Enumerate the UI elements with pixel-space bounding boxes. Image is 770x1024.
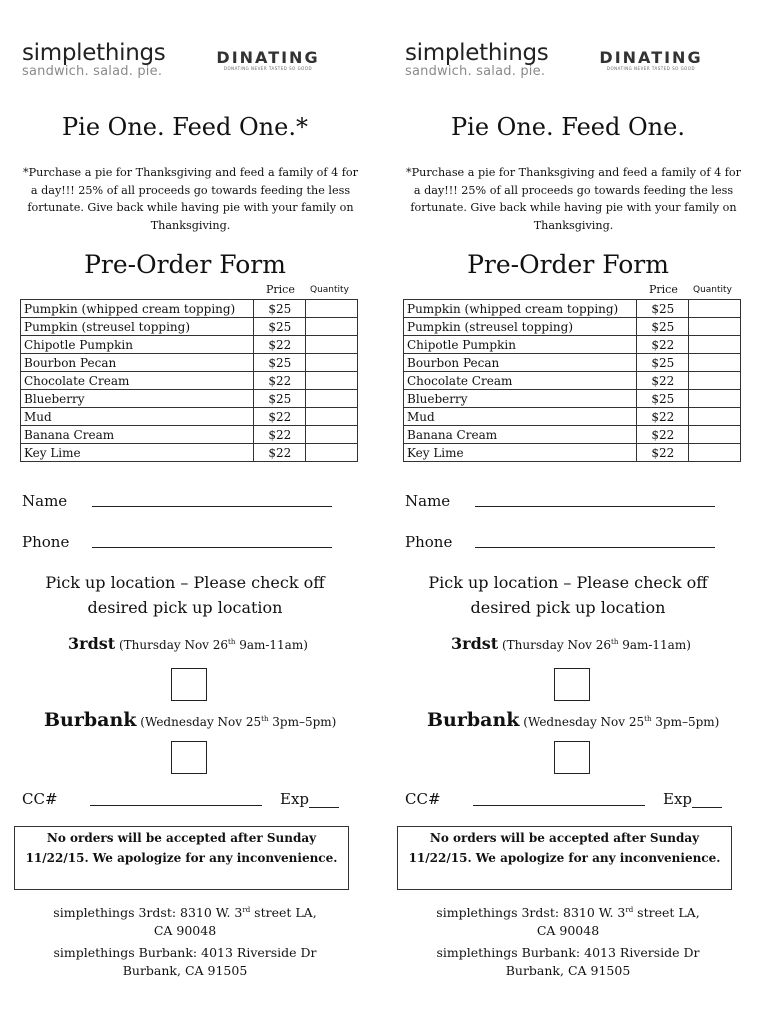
table-row [21, 426, 358, 444]
pickup-instructions [393, 570, 743, 620]
name-label: Name [22, 492, 68, 510]
quantity-cell[interactable] [689, 354, 741, 372]
phone-field [405, 533, 452, 551]
pie-name: Chocolate Cream [404, 372, 637, 390]
pickup-option-burbank [427, 709, 719, 731]
location-name: 3rdst [68, 634, 116, 653]
pickup-instructions [10, 570, 360, 620]
quantity-cell[interactable] [689, 318, 741, 336]
cc-input-line[interactable] [90, 805, 262, 806]
table-row [21, 390, 358, 408]
address-3rdst-line1 [403, 902, 733, 922]
table-row [404, 318, 741, 336]
location-detail-pre: (Wednesday Nov 25 [523, 715, 645, 729]
brand-name: simplethings [22, 40, 166, 66]
intro-text: *Purchase a pie for Thanksgiving and feed a family of 4 for a day!!! 25% of all proceeds go towards feeding the less fortunate. Give back while having pie with your family on Thanksgiving. [406, 166, 741, 232]
exp-label: Exp [280, 790, 310, 808]
phone-input-line[interactable] [475, 547, 715, 548]
pickup-option-3rdst [68, 634, 308, 653]
form-title: Pre-Order Form [84, 250, 286, 279]
address-3rdst [403, 902, 733, 939]
table-row [21, 300, 358, 318]
address-3rdst-sup: rd [242, 906, 251, 914]
table-row [404, 408, 741, 426]
brand-block [22, 40, 165, 79]
partner-logo-text: DINATING [599, 48, 703, 67]
address-3rdst-pre: simplethings 3rdst: 8310 W. 3 [53, 905, 243, 921]
quantity-cell[interactable] [689, 372, 741, 390]
table-row [21, 372, 358, 390]
pie-price: $22 [254, 444, 306, 462]
pie-name: Pumpkin (whipped cream topping) [21, 300, 254, 318]
pickup-line-1: Pick up location – Please check off [45, 573, 325, 592]
address-3rdst [20, 902, 350, 939]
headline: Pie One. Feed One.* [62, 113, 308, 141]
table-row [21, 354, 358, 372]
cc-label: CC# [22, 790, 58, 808]
pickup-line-1: Pick up location – Please check off [428, 573, 708, 592]
pie-name: Pumpkin (streusel topping) [404, 318, 637, 336]
name-field [405, 492, 450, 510]
pie-price: $25 [637, 300, 689, 318]
table-row [404, 354, 741, 372]
price-header: Price [649, 283, 678, 296]
partner-logo [197, 50, 339, 71]
cc-input-line[interactable] [473, 805, 645, 806]
partner-logo-text: DINATING [216, 48, 320, 67]
pie-menu-table [403, 299, 741, 462]
pickup-option-3rdst [451, 634, 691, 653]
pie-name: Mud [404, 408, 637, 426]
address-3rdst-line2: CA 90048 [153, 922, 217, 938]
brand-block [405, 40, 548, 79]
quantity-cell[interactable] [306, 444, 358, 462]
pie-price: $25 [637, 318, 689, 336]
location-detail-pre: (Thursday Nov 26 [118, 638, 229, 652]
pie-name: Banana Cream [21, 426, 254, 444]
quantity-cell[interactable] [306, 336, 358, 354]
pickup-line-2: desired pick up location [87, 598, 283, 617]
table-row [21, 318, 358, 336]
brand-tagline: sandwich. salad. pie. [22, 64, 163, 79]
form-title: Pre-Order Form [467, 250, 669, 279]
address-3rdst-line2: CA 90048 [536, 922, 600, 938]
pie-name: Chipotle Pumpkin [404, 336, 637, 354]
quantity-cell[interactable] [689, 444, 741, 462]
location-detail-sup: th [644, 715, 652, 723]
name-input-line[interactable] [92, 506, 332, 507]
pie-name: Mud [21, 408, 254, 426]
credit-card-field [22, 790, 362, 808]
exp-label: Exp [663, 790, 693, 808]
pie-name: Bourbon Pecan [404, 354, 637, 372]
quantity-cell[interactable] [689, 336, 741, 354]
exp-input-line[interactable] [692, 793, 722, 808]
pie-price: $22 [637, 444, 689, 462]
name-label: Name [405, 492, 451, 510]
exp-field [280, 790, 339, 808]
address-burbank-line1: simplethings Burbank: 4013 Riverside Dr [436, 945, 700, 960]
quantity-cell[interactable] [689, 300, 741, 318]
quantity-cell[interactable] [306, 408, 358, 426]
pie-name: Chocolate Cream [21, 372, 254, 390]
intro-text: *Purchase a pie for Thanksgiving and feed a family of 4 for a day!!! 25% of all proceeds go towards feeding the less fortunate. Give back while having pie with your family on Thanksgiving. [23, 166, 358, 232]
quantity-cell[interactable] [689, 408, 741, 426]
brand-tagline: sandwich. salad. pie. [405, 64, 546, 79]
pie-price: $22 [254, 426, 306, 444]
order-deadline-notice: No orders will be accepted after Sunday 11/22/15. We apologize for any inconvenience. [397, 826, 732, 890]
pie-name: Blueberry [404, 390, 637, 408]
address-3rdst-pre: simplethings 3rdst: 8310 W. 3 [436, 905, 626, 921]
pie-price: $22 [254, 408, 306, 426]
order-deadline-notice: No orders will be accepted after Sunday 11/22/15. We apologize for any inconvenience. [14, 826, 349, 890]
table-row [21, 408, 358, 426]
order-form-left [10, 0, 382, 1024]
address-3rdst-post: street LA, [250, 905, 317, 921]
partner-logo-sub: DONATING NEVER TASTED SO GOOD [223, 66, 313, 71]
checkbox-3rdst[interactable] [554, 668, 590, 701]
quantity-cell[interactable] [306, 354, 358, 372]
address-3rdst-line1 [20, 902, 350, 922]
quantity-header: Quantity [310, 285, 349, 295]
pie-price: $22 [637, 372, 689, 390]
pie-name: Pumpkin (streusel topping) [21, 318, 254, 336]
credit-card-field [405, 790, 745, 808]
pie-price: $22 [254, 372, 306, 390]
table-row [404, 426, 741, 444]
location-detail-sup: th [611, 638, 619, 646]
pie-price: $22 [637, 336, 689, 354]
name-input-line[interactable] [475, 506, 715, 507]
phone-input-line[interactable] [92, 547, 332, 548]
table-row [404, 300, 741, 318]
pie-price: $22 [637, 426, 689, 444]
quantity-cell[interactable] [306, 300, 358, 318]
checkbox-burbank[interactable] [554, 741, 590, 774]
quantity-cell[interactable] [306, 390, 358, 408]
exp-input-line[interactable] [309, 793, 339, 808]
pie-name: Pumpkin (whipped cream topping) [404, 300, 637, 318]
checkbox-burbank[interactable] [171, 741, 207, 774]
location-name: Burbank [427, 709, 520, 731]
price-header: Price [266, 283, 295, 296]
partner-logo [580, 50, 722, 71]
cc-label: CC# [405, 790, 441, 808]
location-detail-post: 3pm–5pm) [651, 715, 720, 729]
table-row [404, 336, 741, 354]
quantity-cell[interactable] [306, 426, 358, 444]
address-3rdst-sup: rd [625, 906, 634, 914]
pie-price: $25 [254, 354, 306, 372]
phone-label: Phone [405, 533, 453, 551]
pie-name: Blueberry [21, 390, 254, 408]
table-row [21, 444, 358, 462]
address-burbank [403, 944, 733, 979]
table-row [404, 372, 741, 390]
location-detail-post: 9am-11am) [235, 638, 308, 652]
table-row [404, 390, 741, 408]
pie-name: Banana Cream [404, 426, 637, 444]
location-detail-pre: (Wednesday Nov 25 [140, 715, 262, 729]
location-detail-sup: th [261, 715, 269, 723]
quantity-cell[interactable] [689, 390, 741, 408]
pie-price: $25 [254, 390, 306, 408]
quantity-cell[interactable] [689, 426, 741, 444]
brand-name: simplethings [405, 40, 549, 66]
name-field [22, 492, 67, 510]
address-3rdst-post: street LA, [633, 905, 700, 921]
table-row [21, 336, 358, 354]
location-detail-post: 3pm–5pm) [268, 715, 337, 729]
quantity-header: Quantity [693, 285, 732, 295]
address-burbank-line1: simplethings Burbank: 4013 Riverside Dr [53, 945, 317, 960]
address-burbank [20, 944, 350, 979]
pickup-line-2: desired pick up location [470, 598, 666, 617]
pie-price: $22 [637, 408, 689, 426]
location-detail-post: 9am-11am) [618, 638, 691, 652]
pie-name: Key Lime [21, 444, 254, 462]
partner-logo-sub: DONATING NEVER TASTED SO GOOD [606, 66, 696, 71]
phone-field [22, 533, 69, 551]
pie-price: $25 [254, 300, 306, 318]
address-burbank-line2: Burbank, CA 91505 [122, 962, 248, 978]
headline: Pie One. Feed One. [451, 113, 685, 141]
pie-price: $25 [254, 318, 306, 336]
quantity-cell[interactable] [306, 372, 358, 390]
pie-price: $25 [637, 390, 689, 408]
checkbox-3rdst[interactable] [171, 668, 207, 701]
table-row [404, 444, 741, 462]
address-burbank-line2: Burbank, CA 91505 [505, 962, 631, 978]
pie-name: Key Lime [404, 444, 637, 462]
location-name: 3rdst [451, 634, 499, 653]
location-name: Burbank [44, 709, 137, 731]
quantity-cell[interactable] [306, 318, 358, 336]
pie-name: Chipotle Pumpkin [21, 336, 254, 354]
pickup-option-burbank [44, 709, 336, 731]
pie-price: $22 [254, 336, 306, 354]
pie-menu-table [20, 299, 358, 462]
order-form-right [393, 0, 765, 1024]
phone-label: Phone [22, 533, 70, 551]
location-detail-pre: (Thursday Nov 26 [501, 638, 612, 652]
exp-field [663, 790, 722, 808]
location-detail-sup: th [228, 638, 236, 646]
pie-name: Bourbon Pecan [21, 354, 254, 372]
pie-price: $25 [637, 354, 689, 372]
